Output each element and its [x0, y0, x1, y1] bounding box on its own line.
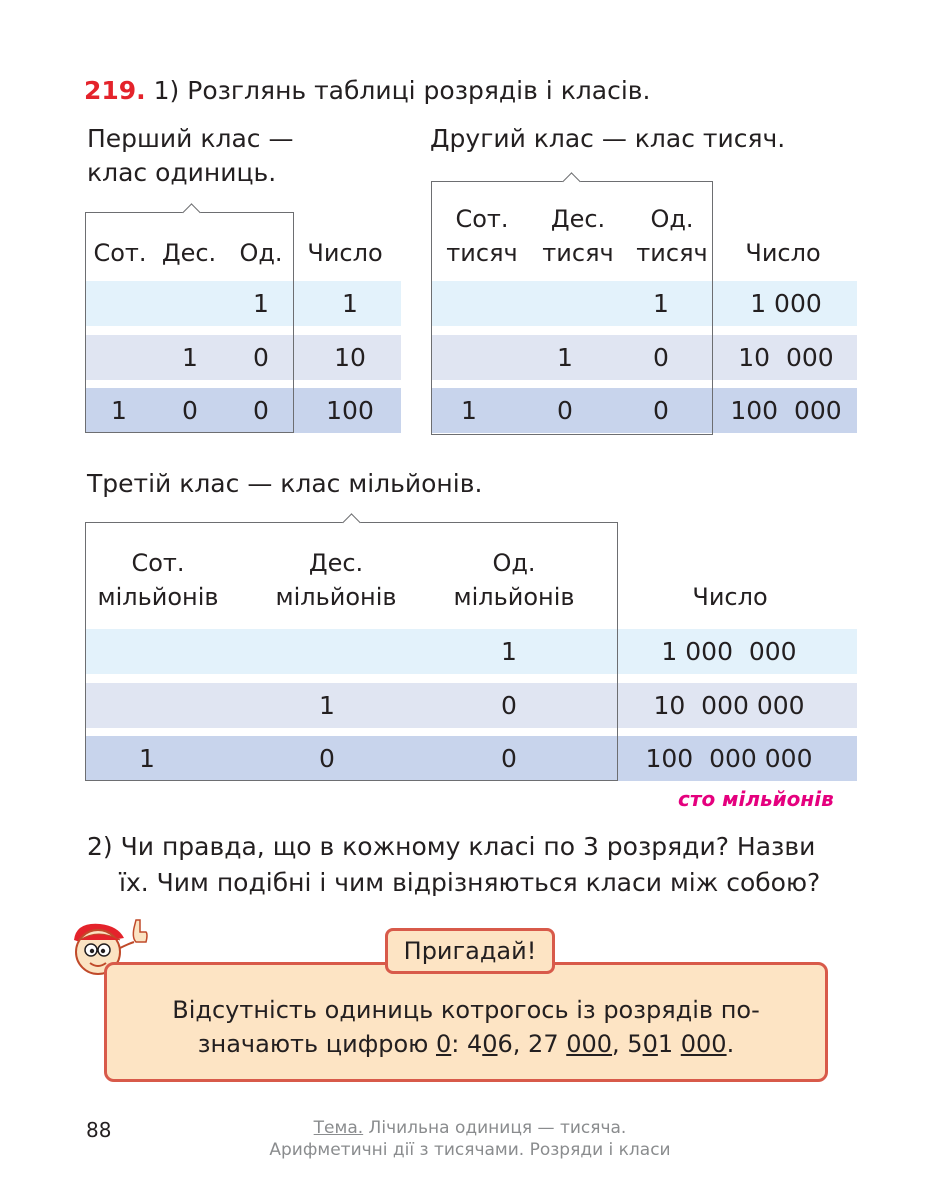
reminder-line1: Відсутність одиниць котрогось із розрядів по-	[172, 996, 760, 1024]
header-number: Число	[745, 239, 821, 267]
cell: 0	[501, 744, 517, 773]
cell: 10 000	[738, 343, 834, 372]
page-number: 88	[86, 1118, 112, 1142]
annotation-hundred-million: сто мільйонів	[678, 787, 834, 811]
footer-topic-text: Лічильна одиниця — тисяча.	[363, 1118, 627, 1138]
header-hundreds-millions-l2: мільйонів	[97, 583, 219, 611]
reminder-text: значають цифрою	[197, 1030, 436, 1058]
header-hundreds-millions-l1: Сот.	[131, 549, 185, 577]
cell: 0	[653, 343, 669, 372]
task-item-1: 1) Розглянь таблиці розрядів і класів.	[153, 76, 651, 105]
cell: 0	[653, 396, 669, 425]
cell: 1	[461, 396, 477, 425]
header-units: Од.	[239, 239, 283, 267]
header-hundreds-thousands-l2: тисяч	[446, 239, 518, 267]
header-tens-millions-l2: мільйонів	[275, 583, 397, 611]
class2-title: Другий клас — клас тисяч.	[430, 124, 786, 153]
cell: 1	[253, 289, 269, 318]
cell: 100	[326, 396, 374, 425]
cell: 100 000 000	[645, 744, 813, 773]
header-tens: Дес.	[161, 239, 217, 267]
header-number: Число	[307, 239, 383, 267]
header-hundreds: Сот.	[93, 239, 147, 267]
footer-topic-line1	[240, 1117, 700, 1139]
cell: 0	[182, 396, 198, 425]
underlined-digit: 0	[435, 1030, 452, 1058]
task-heading	[84, 74, 650, 108]
reminder-text: , 5	[612, 1030, 643, 1058]
cell: 1	[501, 637, 517, 666]
task-item-2-line1: 2) Чи правда, що в кожному класі по 3 розряди? Назви	[87, 832, 816, 861]
cell: 1	[182, 343, 198, 372]
header-units-thousands-l1: Од.	[650, 205, 694, 233]
cell: 100 000	[730, 396, 842, 425]
footer-topic-line2: Арифметичні дії з тисячами. Розряди і класи	[269, 1140, 671, 1160]
reminder-text: .	[726, 1030, 735, 1058]
header-tens-thousands-l2: тисяч	[542, 239, 614, 267]
reminder-line2	[104, 1027, 828, 1061]
underlined-digit: 0	[482, 1030, 498, 1058]
cell: 1	[111, 396, 127, 425]
cell: 1	[653, 289, 669, 318]
cell: 1	[342, 289, 358, 318]
footer-topic-label: Тема.	[313, 1118, 364, 1138]
header-tens-thousands-l1: Дес.	[550, 205, 606, 233]
header-units-millions-l2: мільйонів	[453, 583, 575, 611]
header-units-thousands-l2: тисяч	[636, 239, 708, 267]
task-item-2-line2: їх. Чим подібні і чим відрізняються класи між собою?	[119, 868, 821, 897]
cell: 1 000	[750, 289, 822, 318]
task-number: 219.	[84, 76, 146, 105]
header-tens-millions-l1: Дес.	[308, 549, 364, 577]
header-hundreds-thousands-l1: Сот.	[455, 205, 509, 233]
cell: 0	[557, 396, 573, 425]
reminder-text: 6, 27	[497, 1030, 567, 1058]
underlined-digit: 000	[680, 1030, 727, 1058]
underlined-digit: 0	[642, 1030, 658, 1058]
cell: 0	[253, 343, 269, 372]
cell: 10	[334, 343, 366, 372]
cell: 1 000 000	[661, 637, 797, 666]
reminder-title: Пригадай!	[385, 928, 555, 974]
cell: 1	[319, 691, 335, 720]
underlined-digit: 000	[566, 1030, 613, 1058]
class3-title: Третій клас — клас мільйонів.	[87, 469, 483, 498]
cell: 1	[557, 343, 573, 372]
header-units-millions-l1: Од.	[492, 549, 536, 577]
cell: 0	[319, 744, 335, 773]
reminder-text: 1	[657, 1030, 681, 1058]
cell: 0	[501, 691, 517, 720]
cell: 0	[253, 396, 269, 425]
cell: 10 000 000	[653, 691, 805, 720]
class1-title-line2: клас одиниць.	[87, 158, 277, 187]
header-number: Число	[692, 583, 768, 611]
class1-title-line1: Перший клас —	[87, 124, 294, 153]
cell: 1	[139, 744, 155, 773]
reminder-text: : 4	[451, 1030, 483, 1058]
